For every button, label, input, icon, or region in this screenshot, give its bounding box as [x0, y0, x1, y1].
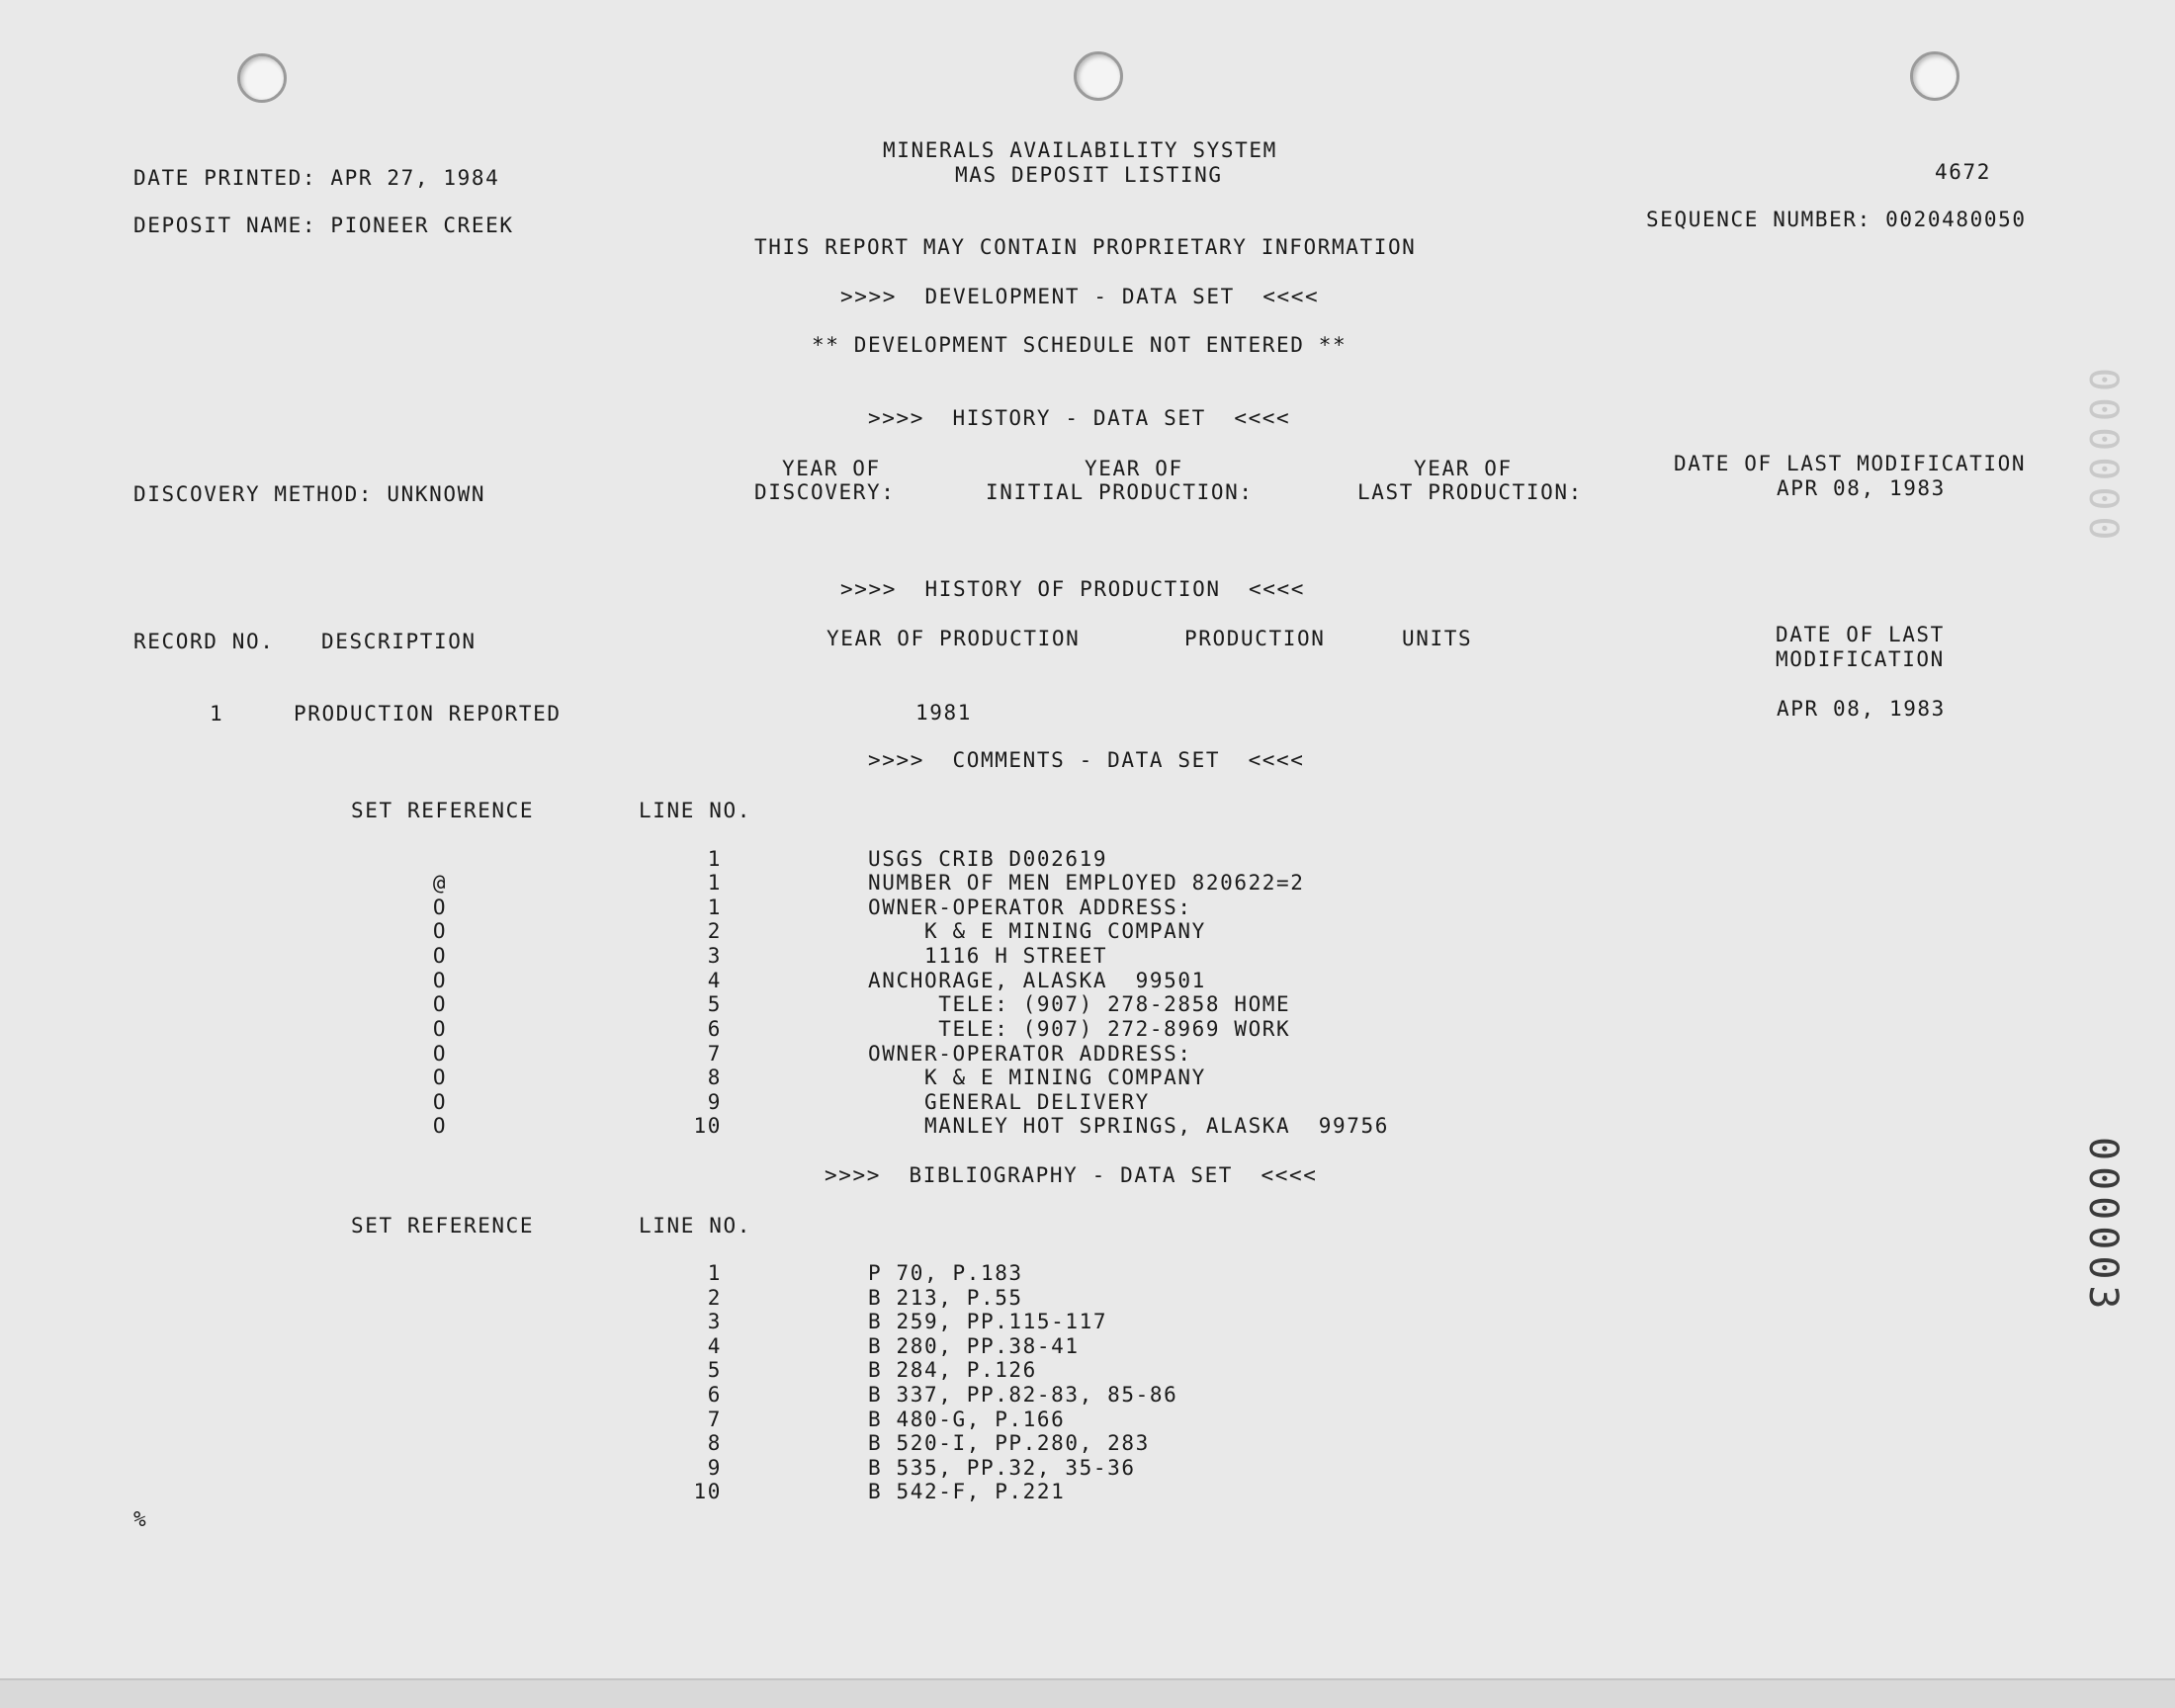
punch-hole-center	[1074, 51, 1123, 101]
production-heading: >>>> HISTORY OF PRODUCTION <<<<	[840, 577, 1306, 601]
production-year: 1981	[915, 701, 972, 725]
comment-line: 4	[707, 969, 722, 992]
comments-col-set-reference: SET REFERENCE	[351, 799, 535, 822]
comment-text: K & E MINING COMPANY	[868, 919, 1206, 943]
comment-ref: @	[432, 871, 448, 895]
margin-stamp-faint: 000000	[2080, 368, 2126, 547]
year-initial-production-label-2: INITIAL PRODUCTION:	[986, 480, 1254, 504]
punch-hole-left	[237, 53, 287, 103]
bibliography-heading: >>>> BIBLIOGRAPHY - DATA SET <<<<	[825, 1163, 1318, 1187]
proprietary-notice: THIS REPORT MAY CONTAIN PROPRIETARY INFORMATION	[754, 235, 1417, 259]
bibliography-line: 7	[707, 1408, 722, 1431]
comments-col-line-no: LINE NO.	[639, 799, 751, 822]
last-modification-date: APR 08, 1983	[1777, 476, 1946, 500]
year-of-discovery-label: YEAR OF	[782, 457, 881, 480]
deposit-name: DEPOSIT NAME: PIONEER CREEK	[133, 214, 514, 237]
sequence-number: SEQUENCE NUMBER: 0020480050	[1646, 208, 2027, 231]
page-number: 4672	[1935, 160, 1991, 184]
bibliography-line: 10	[693, 1480, 722, 1503]
comment-text: USGS CRIB D002619	[868, 847, 1108, 871]
col-units: UNITS	[1402, 627, 1473, 650]
col-last-mod: DATE OF LAST	[1776, 623, 1945, 646]
bibliography-text: B 280, PP.38-41	[868, 1334, 1080, 1358]
comment-line: 1	[707, 896, 722, 919]
comment-text: TELE: (907) 278-2858 HOME	[868, 992, 1291, 1016]
production-description: PRODUCTION REPORTED	[294, 702, 562, 726]
footer-mark: %	[133, 1507, 148, 1531]
col-last-mod-2: MODIFICATION	[1776, 647, 1945, 671]
margin-stamp: 000003	[2080, 1137, 2126, 1316]
comment-text: NUMBER OF MEN EMPLOYED 820622=2	[868, 871, 1305, 895]
bibliography-line: 1	[707, 1261, 722, 1285]
development-note: ** DEVELOPMENT SCHEDULE NOT ENTERED **	[812, 333, 1348, 357]
comment-line: 1	[707, 871, 722, 895]
system-title: MINERALS AVAILABILITY SYSTEM	[883, 138, 1277, 162]
col-record-no: RECORD NO.	[133, 630, 275, 653]
comment-line: 3	[707, 944, 722, 968]
bibliography-line: 3	[707, 1310, 722, 1333]
comment-text: ANCHORAGE, ALASKA 99501	[868, 969, 1206, 992]
bibliography-line: 6	[707, 1383, 722, 1407]
production-last-mod: APR 08, 1983	[1777, 697, 1946, 721]
comment-text: 1116 H STREET	[868, 944, 1108, 968]
year-of-discovery-label-2: DISCOVERY:	[754, 480, 896, 504]
bibliography-line: 5	[707, 1358, 722, 1382]
bibliography-text: B 542-F, P.221	[868, 1480, 1066, 1503]
history-heading: >>>> HISTORY - DATA SET <<<<	[868, 406, 1291, 430]
bibliography-text: B 535, PP.32, 35-36	[868, 1456, 1136, 1480]
comment-line: 1	[707, 847, 722, 871]
bibliography-text: B 284, P.126	[868, 1358, 1037, 1382]
comment-ref: O	[432, 1017, 448, 1041]
year-last-production-label-2: LAST PRODUCTION:	[1357, 480, 1583, 504]
comment-text: K & E MINING COMPANY	[868, 1066, 1206, 1089]
year-last-production-label: YEAR OF	[1414, 457, 1513, 480]
col-year-of-production: YEAR OF PRODUCTION	[826, 627, 1081, 650]
comment-text: OWNER-OPERATOR ADDRESS:	[868, 896, 1192, 919]
bibliography-text: B 480-G, P.166	[868, 1408, 1066, 1431]
comment-line: 7	[707, 1042, 722, 1066]
last-modification-label: DATE OF LAST MODIFICATION	[1674, 452, 2027, 475]
comment-line: 6	[707, 1017, 722, 1041]
comment-line: 2	[707, 919, 722, 943]
bibliography-line: 2	[707, 1286, 722, 1310]
comment-ref: O	[432, 919, 448, 943]
comment-ref: O	[432, 896, 448, 919]
col-production: PRODUCTION	[1184, 627, 1326, 650]
col-description: DESCRIPTION	[321, 630, 477, 653]
comments-heading: >>>> COMMENTS - DATA SET <<<<	[868, 748, 1305, 772]
bibliography-line: 8	[707, 1431, 722, 1455]
comment-ref: O	[432, 992, 448, 1016]
bibliography-text: B 213, P.55	[868, 1286, 1023, 1310]
bibliography-text: B 520-I, PP.280, 283	[868, 1431, 1150, 1455]
bibliography-text: B 337, PP.82-83, 85-86	[868, 1383, 1178, 1407]
comment-line: 5	[707, 992, 722, 1016]
comment-text: OWNER-OPERATOR ADDRESS:	[868, 1042, 1192, 1066]
bibliography-col-set-reference: SET REFERENCE	[351, 1214, 535, 1238]
discovery-method: DISCOVERY METHOD: UNKNOWN	[133, 482, 486, 506]
development-heading: >>>> DEVELOPMENT - DATA SET <<<<	[840, 285, 1320, 308]
comment-ref: O	[432, 1090, 448, 1114]
comment-text: TELE: (907) 272-8969 WORK	[868, 1017, 1291, 1041]
bibliography-line: 4	[707, 1334, 722, 1358]
date-printed: DATE PRINTED: APR 27, 1984	[133, 166, 500, 190]
comment-line: 10	[693, 1114, 722, 1138]
comment-line: 9	[707, 1090, 722, 1114]
comment-ref: O	[432, 969, 448, 992]
bibliography-text: B 259, PP.115-117	[868, 1310, 1108, 1333]
comment-line: 8	[707, 1066, 722, 1089]
bibliography-line: 9	[707, 1456, 722, 1480]
comment-text: MANLEY HOT SPRINGS, ALASKA 99756	[868, 1114, 1389, 1138]
comment-ref: O	[432, 1042, 448, 1066]
listing-title: MAS DEPOSIT LISTING	[955, 163, 1223, 187]
bibliography-col-line-no: LINE NO.	[639, 1214, 751, 1238]
comment-ref: O	[432, 1114, 448, 1138]
comment-ref: O	[432, 1066, 448, 1089]
bibliography-text: P 70, P.183	[868, 1261, 1023, 1285]
year-initial-production-label: YEAR OF	[1085, 457, 1183, 480]
comment-ref: O	[432, 944, 448, 968]
comment-text: GENERAL DELIVERY	[868, 1090, 1150, 1114]
punch-hole-right	[1910, 51, 1959, 101]
production-record-no: 1	[210, 702, 224, 726]
